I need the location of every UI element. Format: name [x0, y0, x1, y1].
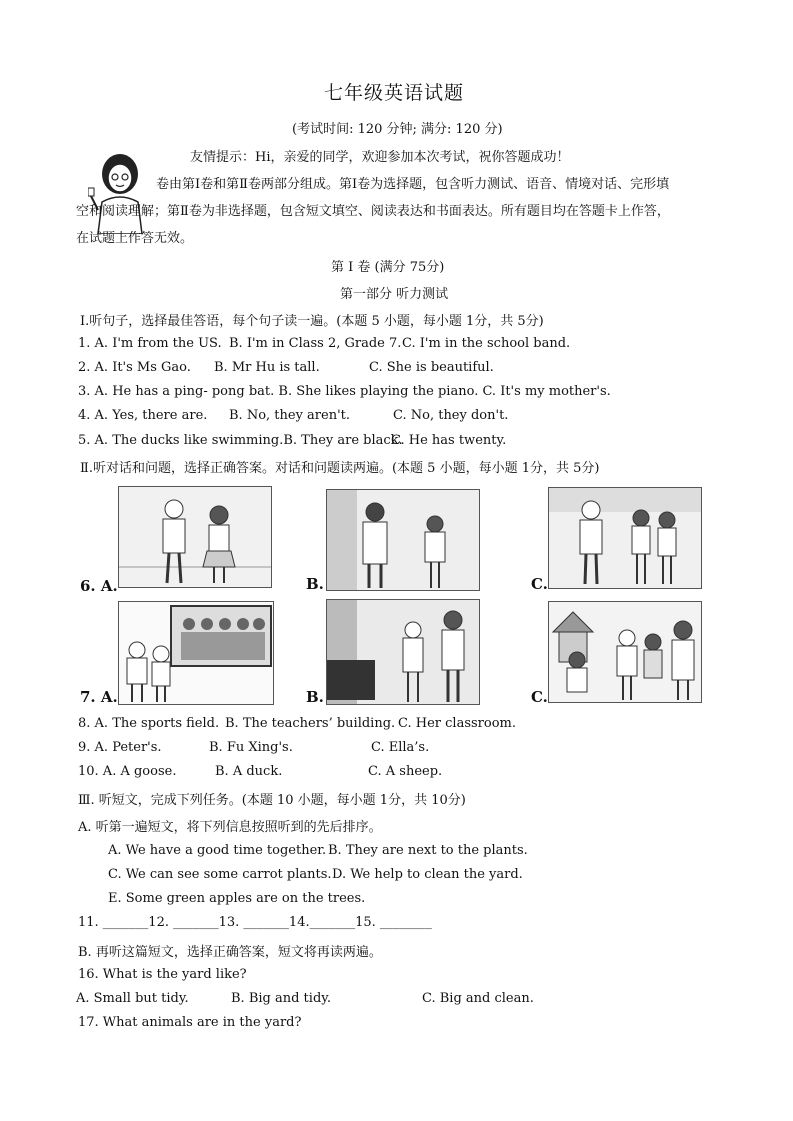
- q9-option-a: 9. A. Peter's.: [78, 740, 162, 755]
- q5-option-c: C. He has twenty.: [391, 433, 507, 448]
- intro-line-3: 在试题上作答无效。: [76, 231, 194, 246]
- q10-option-c: C. A sheep.: [368, 764, 443, 779]
- answer-blanks: 11. _______12. _______13. _______14._______15. ________: [78, 915, 432, 930]
- q7-picture-a: [118, 601, 274, 705]
- q2-option-b: B. Mr Hu is tall.: [214, 360, 320, 375]
- intro-line-2: 空和阅读理解；第Ⅱ卷为非选择题，包含短文填空、阅读表达和书面表达。所有题目均在答题卡上作答，: [76, 204, 670, 219]
- q6-label-a: 6. A.: [80, 577, 118, 595]
- order-option-a: A. We have a good time together.: [108, 843, 327, 858]
- q1-option-c: C. I'm in the school band.: [402, 336, 571, 351]
- page-title: 七年级英语试题: [324, 82, 465, 104]
- q7-picture-c: [548, 601, 702, 703]
- q17-question: 17. What animals are in the yard?: [78, 1015, 302, 1030]
- section3-heading: Ⅲ. 听短文，完成下列任务。(本题 10 小题，每小题 1分，共 10分): [78, 793, 466, 808]
- q4-option-a: 4. A. Yes, there are.: [78, 408, 208, 423]
- task-a-instruction: A. 听第一遍短文，将下列信息按照听到的先后排序。: [78, 820, 382, 835]
- q7-picture-b: [326, 599, 480, 705]
- q4-option-b: B. No, they aren't.: [229, 408, 351, 423]
- q2-option-c: C. She is beautiful.: [369, 360, 494, 375]
- q10-option-a: 10. A. A goose.: [78, 764, 177, 779]
- order-option-c: C. We can see some carrot plants.: [108, 867, 332, 882]
- order-option-b: B. They are next to the plants.: [328, 843, 528, 858]
- q16-question: 16. What is the yard like?: [78, 967, 247, 982]
- q6-picture-a: [118, 486, 272, 588]
- q16-option-b: B. Big and tidy.: [231, 991, 332, 1006]
- section1-heading: Ⅰ.听句子，选择最佳答语，每个句子读一遍。(本题 5 小题，每小题 1分，共 5分): [80, 314, 544, 329]
- q6-picture-c: [548, 487, 702, 589]
- q16-option-c: C. Big and clean.: [422, 991, 534, 1006]
- q8-option-b: B. The teachers’ building.: [225, 716, 396, 731]
- q7-label-b: B.: [306, 688, 324, 706]
- q1-option-a: 1. A. I'm from the US.: [78, 336, 222, 351]
- q6-picture-b: [326, 489, 480, 591]
- q8-option-a: 8. A. The sports field.: [78, 716, 220, 731]
- q4-option-c: C. No, they don't.: [393, 408, 509, 423]
- teacher-cartoon-icon: [88, 152, 152, 234]
- q6-label-b: B.: [306, 575, 324, 593]
- q16-option-a: A. Small but tidy.: [76, 991, 189, 1006]
- q5-option-ab: 5. A. The ducks like swimming.B. They are black.: [78, 433, 403, 448]
- q10-option-b: B. A duck.: [215, 764, 283, 779]
- q8-option-c: C. Her classroom.: [398, 716, 516, 731]
- part-title: 第一部分 听力测试: [340, 287, 449, 302]
- q1-option-b: B. I'm in Class 2, Grade 7.: [229, 336, 402, 351]
- volume-title: 第 Ⅰ 卷 (满分 75分): [331, 260, 445, 275]
- q7-label-c: C.: [531, 688, 548, 706]
- section2-heading: Ⅱ.听对话和问题，选择正确答案。对话和问题读两遍。(本题 5 小题，每小题 1分，共 5分): [80, 461, 600, 476]
- q2-option-a: 2. A. It's Ms Gao.: [78, 360, 191, 375]
- task-b-instruction: B. 再听这篇短文，选择正确答案，短文将再读两遍。: [78, 945, 382, 960]
- order-option-d: D. We help to clean the yard.: [332, 867, 523, 882]
- order-option-e: E. Some green apples are on the trees.: [108, 891, 366, 906]
- q9-option-c: C. Ella’s.: [371, 740, 430, 755]
- q6-label-c: C.: [531, 575, 548, 593]
- q3-options: 3. A. He has a ping- pong bat. B. She likes playing the piano. C. It's my mother's.: [78, 384, 611, 399]
- intro-line-1: 卷由第Ⅰ卷和第Ⅱ卷两部分组成。第Ⅰ卷为选择题，包含听力测试、语音、情境对话、完形填: [156, 177, 670, 192]
- greeting-text: 友情提示：Hi，亲爱的同学，欢迎参加本次考试，祝你答题成功！: [190, 150, 570, 165]
- q7-label-a: 7. A.: [80, 688, 118, 706]
- q9-option-b: B. Fu Xing's.: [209, 740, 293, 755]
- exam-info: (考试时间: 120 分钟; 满分: 120 分): [292, 122, 503, 137]
